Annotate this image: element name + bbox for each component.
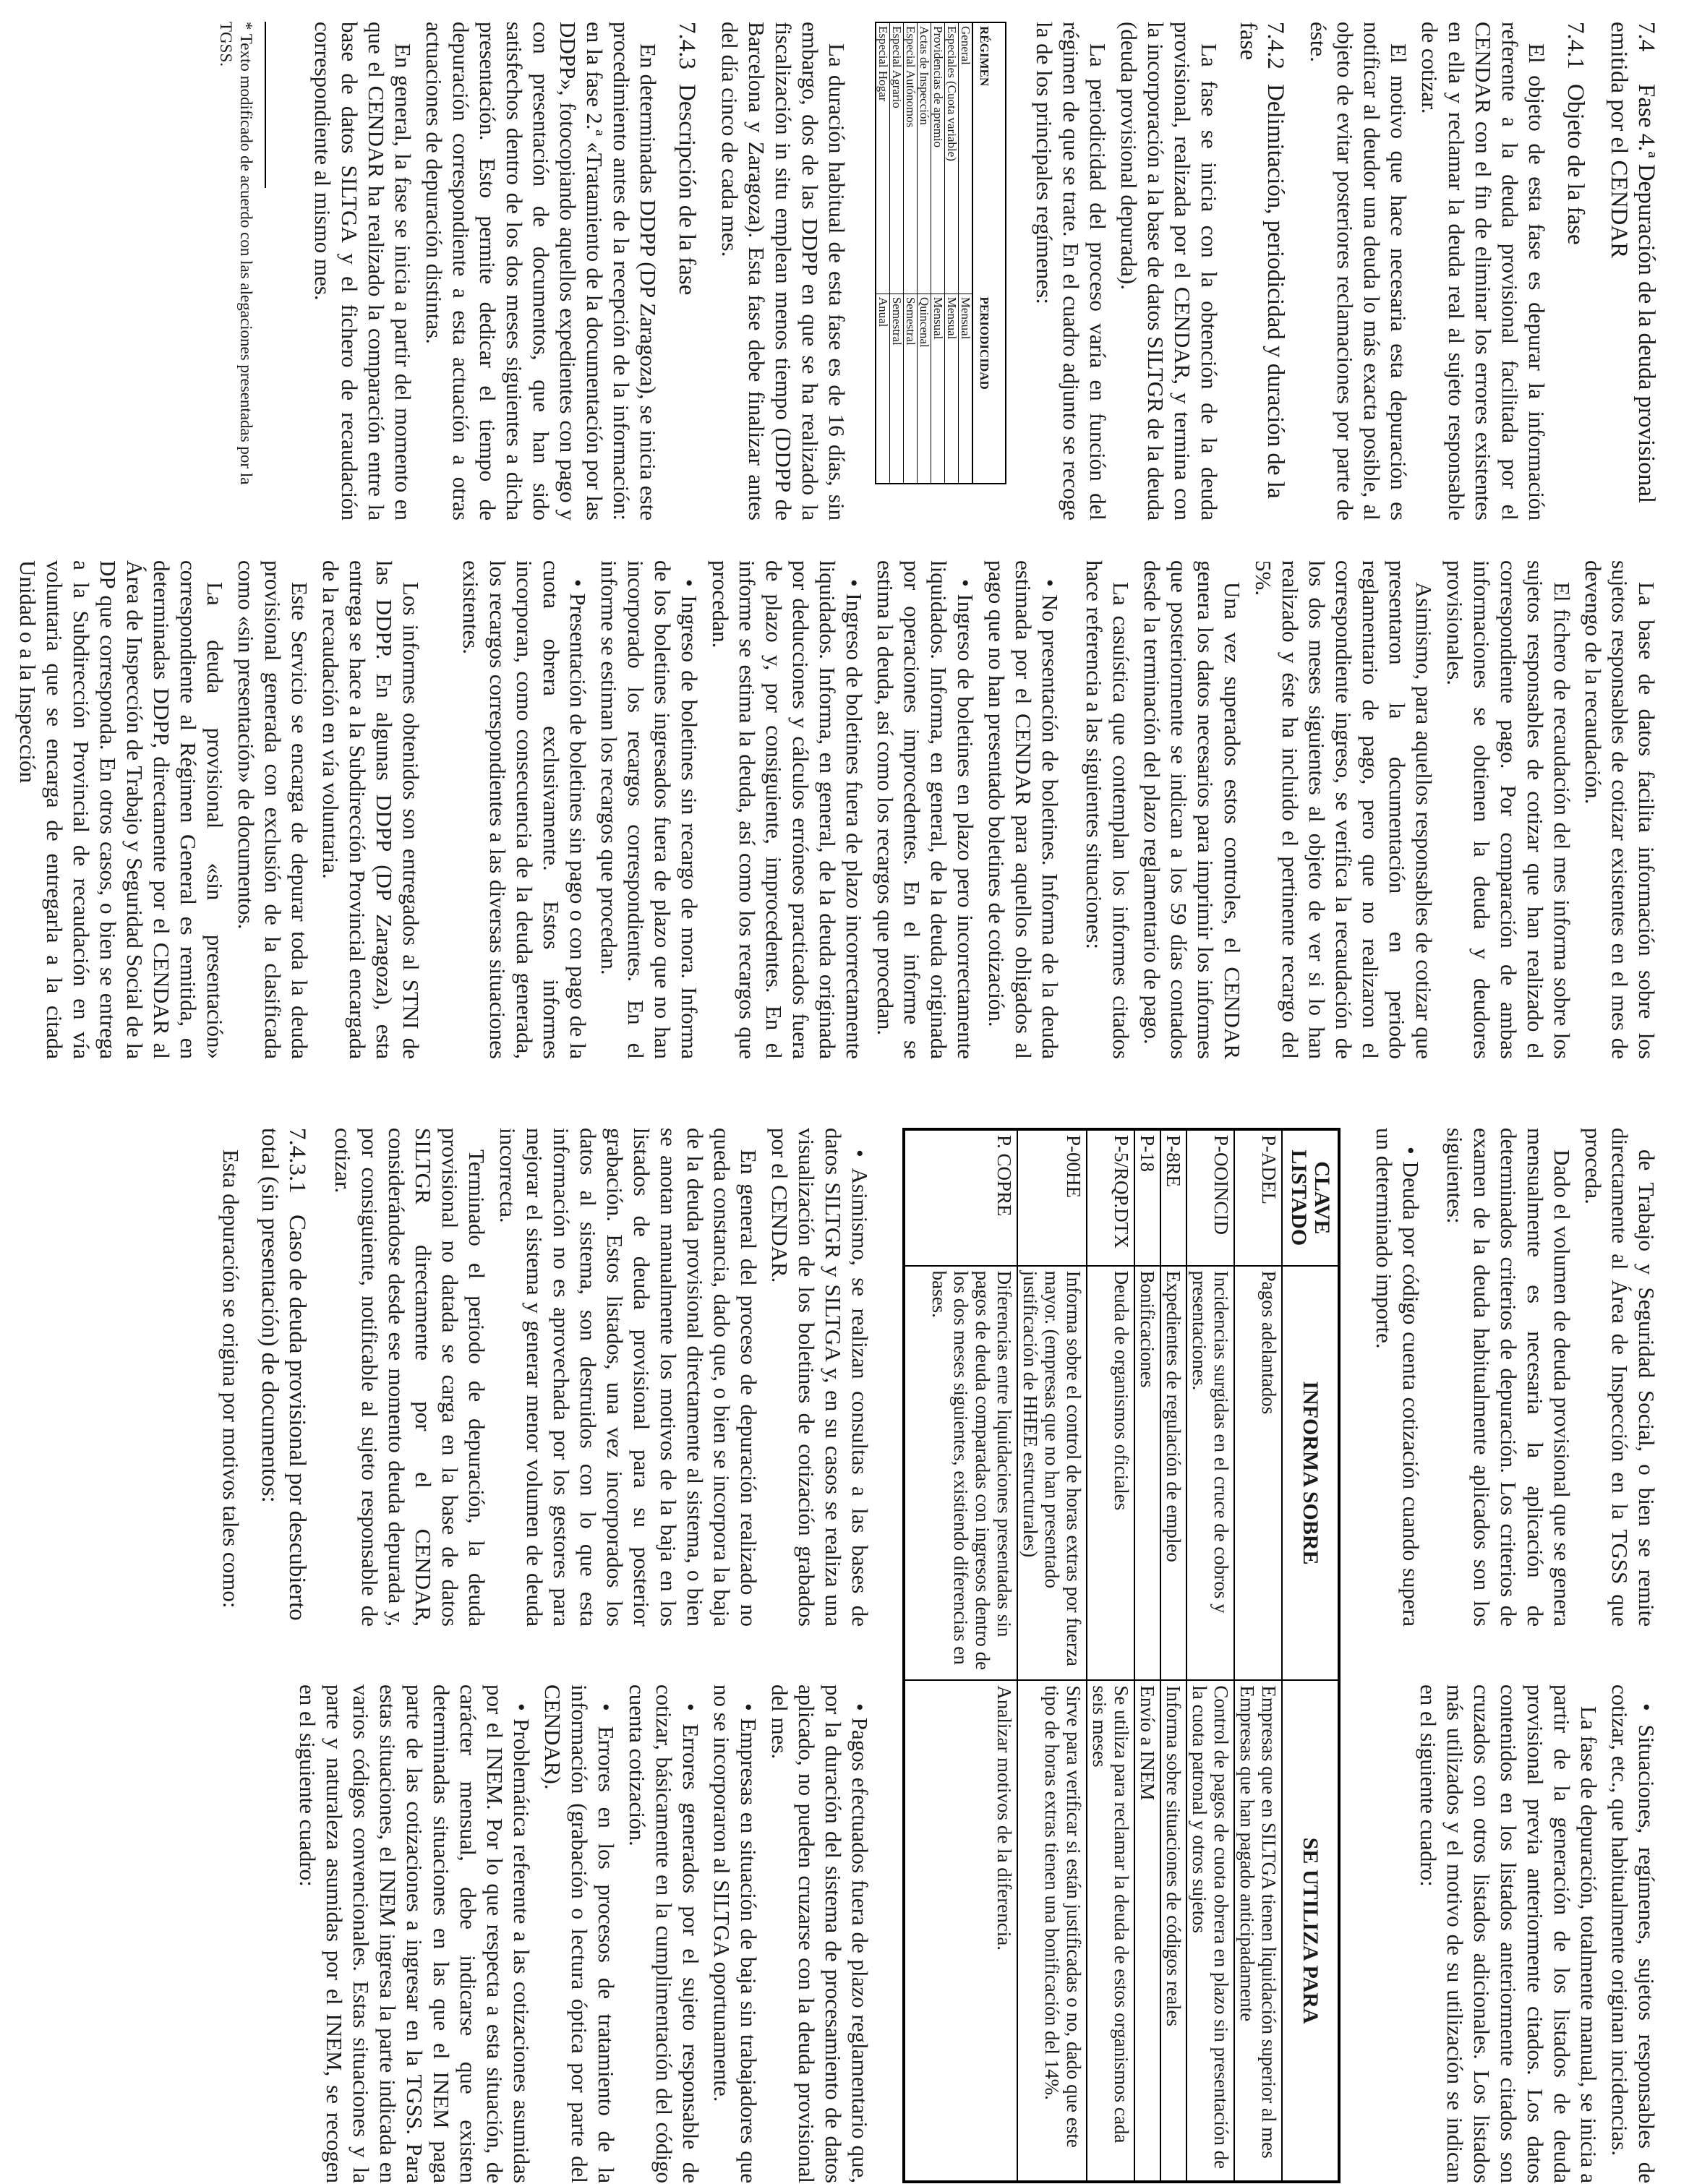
table-header: CLAVE LISTADO [1282,1129,1339,1266]
paragraph: En general, la fase se inicia a partir del momento en que el CENDAR ha realizado la comparación entre la base de datos SILTGA y el fichero de recaudación correspondiente al mismo mes. [310,22,416,521]
paragraph: Terminado el periodo de depuración, la deuda provisional no datada se carga en la base de datos SILTGR directamente por el CENDAR, considerándose desde ese momento deuda depurada y, por consiguiente, notificable al sujeto responsable de cotizar. [330,1128,489,1627]
paragraph: En determinadas DDPP (DP Zaragoza), se inicia este procedimiento antes de la recepción de la información: en la fase 2.ª «Tratamiento de la documentación por las DDPP», fotocopiando aquellos expedientes con pago y con presentación de documentos, que han sido satisfechos dentro de los dos meses siguientes a dicha presentación. Esto permite dedicar el tiempo de depuración correspondiente a esta actuación a otras actuaciones de depuración distintas. [422,22,661,521]
bullet-item: • Problemática referente a las cotizaciones asumidas por el INEM. Por lo que respecta a esta situación, de carácter mensual, debe indicarse que existen determinadas situaciones en las que el INEM paga parte de las cotizaciones a ingresar en la TGSS. Para estas situaciones, el INEM ingresa la parte indicada en varios códigos convencionales. Estas situaciones y la parte y naturaleza asumidas por el INEM, se recogen en el siguiente cuadro: [295,1684,534,2183]
paragraph: Una vez superados estos controles, el CENDAR genera los datos necesarios para imprimir los informes que posteriormente se indican a los 59 días contados desde la terminación del plazo reglamentario de pago. [1139,560,1245,1059]
paragraph: El fichero de recaudación del mes informa sobre los sujetos responsables de cotizar que han realizado el correspondiente pago. Por comparación de ambas informaciones se obtienen la deuda y deudores provisionales. [1442,560,1575,1059]
table-row: Providencias de apremio Mensual [931,22,945,484]
bullet-item: • Ingreso de boletines fuera de plazo incorrectamente liquidados. Informa, en general, de la deuda originada por deducciones y cálculos erróneos practicados fuera de plazo y, por consiguiente, improcedentes. En el informe se estima la deuda, así como los recargos que procedan. [708,560,867,1059]
bullet-item: • Deuda por código cuenta cotización cuando supera un determinado importe. [1372,1128,1424,1627]
paragraph: Esta depuración se origina por motivos tales como: [218,1149,244,1609]
paragraph: La casuística que contemplan los informes citados hace referencia a las siguientes situaciones: [1082,560,1134,1059]
table-row: Especiales (Cuota variable) Mensual [945,22,959,484]
paragraph: La duración habitual de esta fase es de 16 días, sin embargo, dos de las DDPP en que se ha realizado la fiscalización in situ emplean menos tiempo (DDPP de Barcelona y Zaragoza). Esta fase debe finalizar antes del día cinco de cada mes. [717,22,850,521]
table-header: SE UTILIZA PARA [1282,1680,1339,2182]
bullet-item: • No presentación de boletines. Informa de la deuda estimada por el CENDAR para aquellos obligados al pago que no han presentado boletines de cotización. [984,560,1063,1059]
bullet-item: • Errores en los procesos de tratamiento de la información (grabación o lectura óptica por parte del CENDAR). [540,1684,619,2183]
paragraph: La base de datos facilita información sobre los sujetos responsables de cotizar existentes en el mes de devengo de la recaudación. [1581,560,1659,1059]
table-row: Especial Autónomos Semestral [904,22,918,484]
paragraph: El motivo que hace necesaria esta depuración es notificar al deudor una deuda lo más exacta posible, al objeto de evitar posteriores reclamaciones por parte de éste. [1306,22,1411,521]
paragraph: La periodicidad del proceso varía en función del régimen de que se trate. En el cuadro adjunto se recoge la de los principales regímenes: [1032,22,1111,521]
regime-periodicity-table [875,22,1006,484]
table-row: P-18 Bonificaciones Envío a INEM [1134,1129,1160,2182]
paragraph: La fase de depuración, totalmente manual, se inicia a partir de la generación de los listados de deuda provisional previa anteriormente citados. Los datos contenidos en los listados anteriormente citados son cruzados con otros listados adicionales. Los listados más utilizados y el motivo de su utilización se indican en el siguiente cuadro: [1416,1684,1602,2183]
section-7-4-2-heading: 7.4.2Delimitación, periodicidad y duración de la fase [1235,22,1288,499]
bullet-item: • Pagos efectuados fuera de plazo reglamentario que, por la duración del sistema de procesamiento de datos aplicado, no pueden cruzarse con la deuda provisional del mes. [767,1684,873,2183]
bullet-item: • Presentación de boletines sin pago o con pago de la cuota obrera exclusivamente. Estos informes incorporan, como consecuencia de la deuda generada, los recargos correspondientes a las diversas situaciones existentes. [458,560,591,1059]
bullet-item: • Ingreso de boletines en plazo pero incorrectamente liquidados. Informa, en general, de la deuda originada por operaciones improcedentes. En el informe se estima la deuda, así como los recargos que procedan. [873,560,978,1059]
table-header: PERIODICIDAD [972,294,1006,484]
table-row: P. COPRE Diferencias entre liquidaciones presentadas sin pagos de deuda comparadas con ingresos dentro de los dos meses siguientes, existiendo diferencias en bases. Analizar motivos de la diferencia. [904,1129,1017,2182]
bullet-item: • Ingreso de boletines sin recargo de mora. Informa de los boletines ingresados fuera de plazo que no han incorporado los recargos correspondientes. En el informe se estiman los recargos que procedan. [597,560,702,1059]
table-row: P-00HE Informa sobre el control de horas extras por fuerza mayor. (empresas que no han presentado justificación de HHEE estructurales) Sirve para verificar si están justificadas o no, dado que este tipo de horas extras tienen una bonificación del 14%. [1017,1129,1087,2182]
paragraph: • Asimismo, se realizan consultas a las bases de datos SILTGR y SILTGA y, en su casos se realiza una visualización de los boletines de cotización grabados por el CENDAR. [767,1128,873,1627]
table-row: P-OOINCID Incidencias surgidas en el cruce de cobros y presentaciones. Control de pagos de cuota obrera en plazo sin presentación de la cuota patronal y otros sujetos [1186,1129,1234,2182]
table-header: RÉGIMEN [972,22,1006,294]
bullet-item: • Errores generados por el sujeto responsable de cotizar, básicamente en la cumplimentación del código cuenta cotización. [625,1684,704,2183]
table-row: Actas de Inspección Quincenal [918,22,931,484]
column-2 [15,560,1660,1059]
paragraph: de Trabajo y Seguridad Social, o bien se remite directamente al Área de Inspección en la TGSS que proceda. [1581,1128,1659,1627]
table-row: Especial Agrario Semestral [890,22,904,484]
table-row: P-8RE Expedientes de regulación de empleo Informa sobre situaciones de códigos reales [1160,1129,1186,2182]
section-7-4-heading: 7.4Fase 4.ª Depuración de la deuda provisional emitida por el CENDAR [1606,22,1659,504]
table-row: Especial Hogar Anual [876,22,890,484]
column-1 [33,22,1660,521]
paragraph: La deuda provisional «sin presentación» correspondiente al Régimen General es remitida, en determinadas DDPP, directamente por el CENDAR al Área de Inspección de Trabajo y Seguridad Social de la DP que corresponda. En otros casos, o bien se entrega a la Subdirección Provincial de recaudación en vía voluntaria que se encarga de entregarla a la citada Unidad o a la Inspección [15,560,228,1059]
listados-table [902,1128,1340,2183]
paragraph: El objeto de esta fase es depurar la información referente a la deuda provisional facilitada por el CENDAR con el fin de eliminar los errores existentes en ella y reclamar la deuda real al sujeto responsable de cotizar. [1417,22,1549,521]
paragraph: En general del proceso de depuración realizado no queda constancia, dado que, o bien se incorpora la baja de la deuda provisional directamente al sistema, o bien se anotan manualmente los motivos de la baja en los listados de deuda provisional para su posterior grabación. Estos listados, una vez incorporados los datos al sistema, son destruidos con lo que esta información no es aprovechada por los gestores para mejorar el sistema y generar menor volumen de deuda incorrecta. [495,1128,761,1627]
table-row: General Mensual [959,22,973,484]
table-row: P-ADEL Pagos adelantados Empresas que en SILTGA tienen liquidación superior al mes Empresas que han pagado anticipadamente [1234,1129,1282,2182]
column-3 [33,1128,1660,2183]
paragraph: Dado el volumen de deuda provisional que se genera mensualmente es necesaria la aplicación de determinados criterios de depuración. Los criterios de examen de la deuda habitualmente aplicados son los siguientes: [1442,1128,1575,1627]
bullet-item: • Empresas en situación de baja sin trabajadores que no se incorporaron al SILTGA oportunamente. [709,1684,761,2183]
table-header: INFORMA SOBRE [1282,1266,1339,1681]
paragraph: Este Servicio se encarga de depurar toda la deuda provisional generada con exclusión de la clasificada como «sin presentación» de documentos. [234,560,312,1059]
paragraph: Asimismo, para aquellos responsables de cotizar que presentaron la documentación en periodo reglamentario de pago, pero que no realizaron el correspondiente ingreso, se verifica la recaudación de los dos meses siguientes al objeto de ver si lo han realizado y éste ha incluido el pertinente recargo del 5%. [1251,560,1437,1059]
section-7-4-3-heading: 7.4.3Descripción de la fase [674,22,700,296]
footnote-rule [265,22,266,188]
paragraph: Los informes obtenidos son entregados al STNI de las DDPP. En algunas DDPP (DP Zaragoza), esta entrega se hace a la Subdirección Provincial encargada de la recaudación en vía voluntaria. [318,560,424,1059]
section-7-4-1-heading: 7.4.1Objeto de la fase [1562,22,1588,245]
paragraph: La fase se inicia con la obtención de la deuda provisional, realizada por el CENDAR, y termina con la incorporación a la base de datos SILTGR de la deuda (deuda provisional depurada). [1116,22,1222,521]
section-7-4-3-1-heading: 7.4.3.1Caso de deuda provisional por descubierto total (sin presentación) de documentos: [257,1128,310,1621]
footnote: * Texto modificado de acuerdo con las alegaciones presentadas por la TGSS. [217,22,255,485]
bullet-item: • Situaciones, regímenes, sujetos responsables de cotizar, etc., que habitualmente originan incidencias. [1607,1684,1659,2183]
table-row: P-5/RQP.DTX Deuda de organismos oficiales Se utiliza para reclamar la deuda de estos organismos cada seis meses [1087,1129,1134,2182]
